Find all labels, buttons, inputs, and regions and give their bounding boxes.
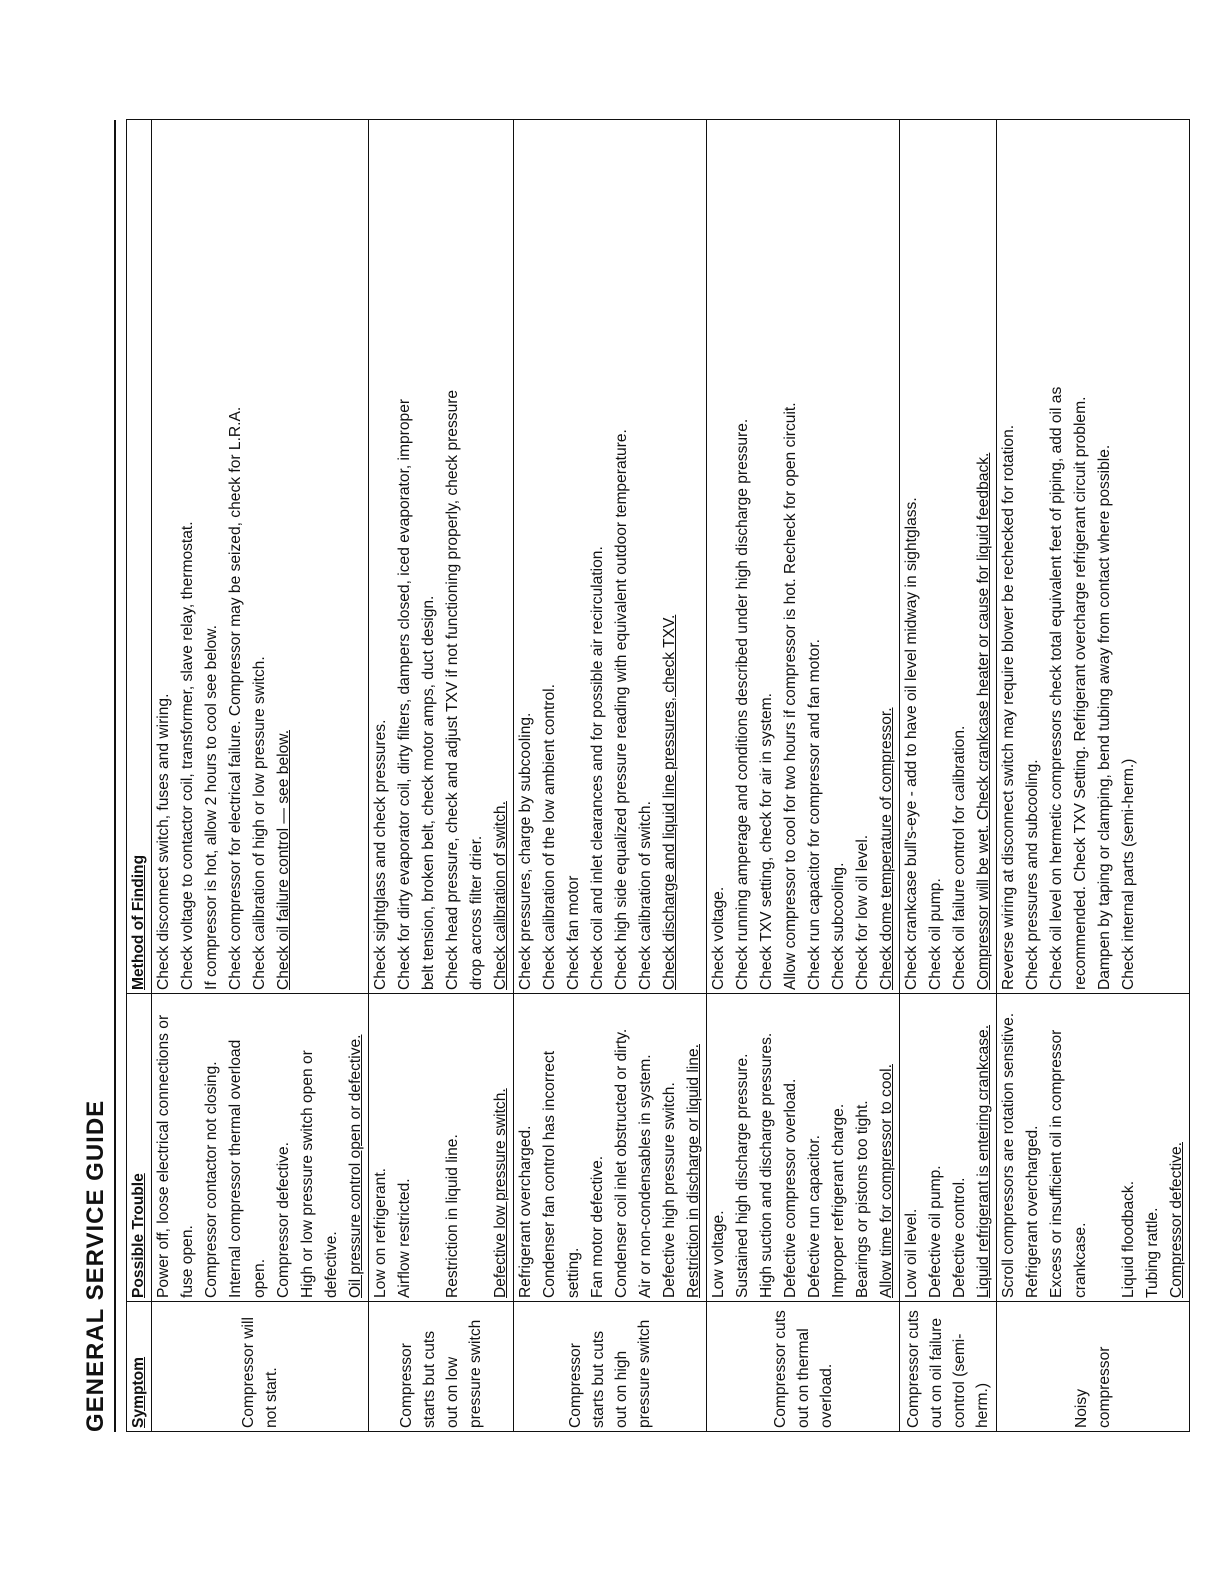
- method-line: Check running amperage and conditions described under high discharge pressure.: [734, 418, 751, 990]
- symptom-cell: Compressor starts but cuts out on high pressure switch: [514, 1302, 707, 1432]
- method-line: Check calibration of switch.: [637, 801, 654, 990]
- header-method-of-finding: Method of Finding: [127, 120, 152, 994]
- method-line: Check dome temperature of compressor.: [878, 707, 895, 990]
- header-symptom: Symptom: [127, 1302, 152, 1432]
- table-row: [514, 120, 707, 1432]
- trouble-line: Excess or insufficient oil in compressor crankcase.: [1048, 1029, 1089, 1298]
- table-row: [707, 120, 900, 1432]
- method-line: Check for low oil level.: [854, 834, 871, 990]
- method-line: Check oil level on hermetic compressors check total equivalent feet of piping, add oil as: [1048, 386, 1065, 990]
- rotated-page: [78, 120, 1185, 1432]
- method-line: If compressor is hot, allow 2 hours to cool see below.: [203, 625, 220, 990]
- trouble-line: Defective control.: [951, 1177, 968, 1298]
- table-row: [369, 120, 514, 1432]
- trouble-line: Defective run capacitor.: [806, 1135, 823, 1298]
- trouble-line: Bearings or pistons too tight.: [854, 1100, 871, 1298]
- method-line: [1141, 123, 1165, 990]
- method-line: Allow compressor to cool for two hours if compressor is hot. Recheck for open circuit.: [782, 402, 799, 990]
- trouble-line: Scroll compressors are rotation sensitive.: [1000, 1012, 1017, 1298]
- method-line: Check oil failure control — see below.: [275, 729, 292, 990]
- trouble-cell: [152, 994, 369, 1302]
- trouble-line: Low on refrigerant.: [372, 1167, 389, 1298]
- method-line: Check oil failure control for calibration.: [951, 725, 968, 990]
- method-line: Check calibration of high or low pressure switch.: [251, 656, 268, 990]
- trouble-line: Internal compressor thermal overload open.: [227, 1039, 268, 1298]
- trouble-line: Air or non-condensables in system.: [637, 1054, 654, 1298]
- trouble-line: Liquid refrigerant is entering crankcase.: [975, 1024, 992, 1298]
- trouble-cell: [369, 994, 514, 1302]
- trouble-line: Compressor defective.: [1168, 1142, 1185, 1298]
- method-line: Check head pressure, check and adjust TXV if not functioning properly, check pressure: [444, 389, 461, 990]
- method-line: Compressor will be wet. Check crankcase heater or cause for liquid feedback.: [975, 452, 992, 990]
- method-line: Check internal parts (semi-herm.): [1120, 758, 1137, 990]
- method-cell: [152, 120, 369, 994]
- trouble-line: Defective compressor overload.: [782, 1078, 799, 1298]
- method-line: Check for dirty evaporator coil, dirty filters, dampers closed, iced evaporator, improper: [396, 398, 413, 990]
- trouble-line: Oil pressure control open or defective.: [347, 1034, 364, 1298]
- symptom-cell: Compressor cuts out on thermal overload.: [707, 1302, 900, 1432]
- trouble-line: Tubing rattle.: [1144, 1207, 1161, 1298]
- trouble-cell: [997, 994, 1190, 1302]
- method-line: Check run capacitor for compressor and fan motor.: [806, 638, 823, 990]
- trouble-line: Defective low pressure switch.: [492, 1088, 509, 1298]
- method-cell: [707, 120, 900, 994]
- trouble-line: Low oil level.: [903, 1208, 920, 1298]
- method-line: Check voltage.: [710, 886, 727, 990]
- trouble-line: Refrigerant overcharged.: [1024, 1125, 1041, 1298]
- table-header-row: [127, 120, 152, 1432]
- symptom-cell: Noisy compressor: [997, 1302, 1190, 1432]
- trouble-line: Restriction in discharge or liquid line.: [685, 1044, 702, 1298]
- method-cell: [369, 120, 514, 994]
- trouble-line: [465, 997, 489, 1298]
- page-title-text: GENERAL SERVICE GUIDE: [82, 1099, 109, 1432]
- table-row: [152, 120, 369, 1432]
- trouble-line: Allow time for compressor to cool.: [878, 1064, 895, 1298]
- symptom-cell: Compressor cuts out on oil failure control (semi-herm.): [900, 1302, 997, 1432]
- method-line: Check TXV setting, check for air in system.: [758, 693, 775, 990]
- method-line: drop across filter drier.: [468, 835, 485, 990]
- method-line: Check calibration of switch.: [492, 801, 509, 990]
- symptom-cell: Compressor will not start.: [152, 1302, 369, 1432]
- method-line: Check fan motor: [565, 875, 582, 990]
- trouble-line: Liquid floodback.: [1120, 1180, 1137, 1298]
- method-cell: [900, 120, 997, 994]
- method-line: Dampen by taping or clamping, bend tubing away from contact where possible.: [1096, 444, 1113, 990]
- method-line: Check disconnect switch, fuses and wiring.: [155, 693, 172, 990]
- trouble-line: Compressor defective.: [275, 1142, 292, 1298]
- table-row: [997, 120, 1190, 1432]
- table-row: [900, 120, 997, 1432]
- trouble-line: Airflow restricted.: [396, 1178, 413, 1298]
- method-line: Check pressures, charge by subcooling.: [517, 712, 534, 990]
- method-line: Check high side equalized pressure reading with equivalent outdoor temperature.: [613, 429, 630, 990]
- method-cell: [997, 120, 1190, 994]
- method-line: Check pressures and subcooling.: [1024, 759, 1041, 990]
- method-cell: [514, 120, 707, 994]
- trouble-line: Fan motor defective.: [589, 1155, 606, 1298]
- symptom-cell: Compressor starts but cuts out on low pressure switch: [369, 1302, 514, 1432]
- trouble-line: Power off, loose electrical connections or fuse open.: [155, 1014, 196, 1298]
- trouble-line: Refrigerant overcharged.: [517, 1125, 534, 1298]
- method-line: Check oil pump.: [927, 878, 944, 990]
- method-line: Check subcooling.: [830, 862, 847, 990]
- trouble-line: Condenser coil inlet obstructed or dirty.: [613, 1028, 630, 1298]
- trouble-line: Defective oil pump.: [927, 1165, 944, 1298]
- trouble-line: Low voltage.: [710, 1210, 727, 1298]
- service-guide-table: [126, 119, 1190, 1432]
- trouble-line: [417, 997, 441, 1298]
- method-line: Reverse wiring at disconnect switch may require blower be rechecked for rotation.: [1000, 424, 1017, 990]
- method-line: Check calibration of the low ambient control.: [541, 684, 558, 990]
- page-title: [78, 120, 116, 1432]
- trouble-line: Compressor contactor not closing.: [203, 1061, 220, 1298]
- trouble-line: High or low pressure switch open or defective.: [299, 1050, 340, 1298]
- trouble-line: High suction and discharge pressures.: [758, 1032, 775, 1298]
- header-possible-trouble: Possible Trouble: [127, 994, 152, 1302]
- trouble-cell: [707, 994, 900, 1302]
- method-line: recommended. Check TXV Setting. Refrigerant overcharge refrigerant circuit problem.: [1072, 396, 1089, 990]
- trouble-line: Defective high pressure switch.: [661, 1082, 678, 1298]
- method-line: belt tension, broken belt, check motor amps, duct design.: [420, 595, 437, 990]
- trouble-line: Condenser fan control has incorrect setting.: [541, 1050, 582, 1298]
- method-line: Check discharge and liquid line pressures, check TXV.: [661, 614, 678, 990]
- trouble-cell: [900, 994, 997, 1302]
- trouble-line: Improper refrigerant charge.: [830, 1103, 847, 1298]
- method-line: Check compressor for electrical failure. Compressor may be seized, check for L.R.A.: [227, 406, 244, 990]
- trouble-line: [1093, 997, 1117, 1298]
- trouble-cell: [514, 994, 707, 1302]
- trouble-line: Restriction in liquid line.: [444, 1134, 461, 1298]
- trouble-line: Sustained high discharge pressure.: [734, 1053, 751, 1298]
- method-line: Check voltage to contactor coil, transformer, slave relay, thermostat.: [179, 521, 196, 990]
- table-body: [152, 120, 1190, 1432]
- method-line: Check crankcase bull's-eye - add to have oil level midway in sightglass.: [903, 497, 920, 990]
- method-line: Check sightglass and check pressures.: [372, 719, 389, 990]
- method-line: Check coil and inlet clearances and for possible air recirculation.: [589, 546, 606, 990]
